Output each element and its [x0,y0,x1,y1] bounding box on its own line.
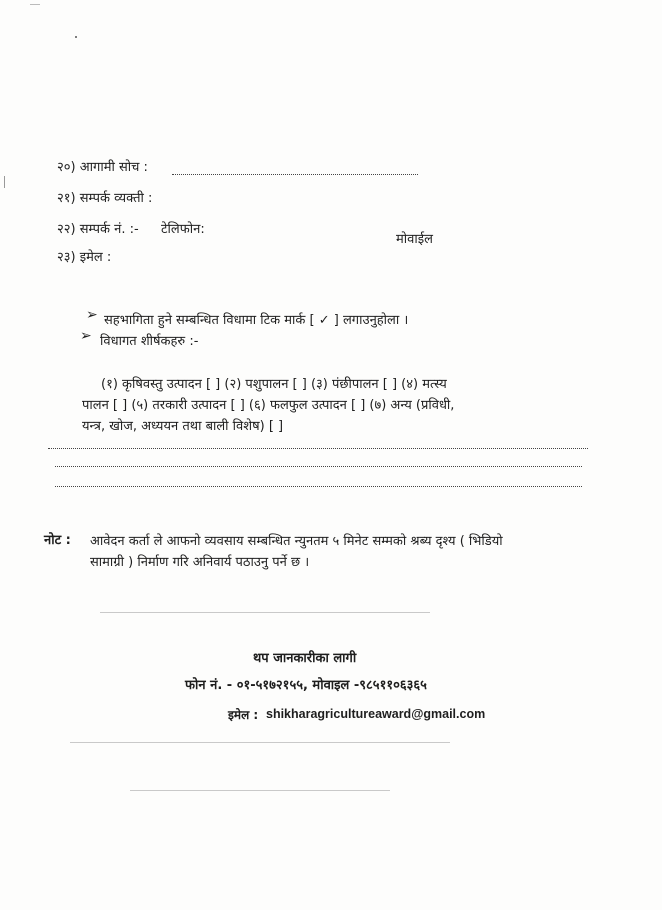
note-line-1: आवेदन कर्ता ले आफनो व्यवसाय सम्बन्धित न्युनतम ५ मिनेट सम्मको श्रब्य दृश्य ( भिडियो [90,534,503,549]
bleed-through-mark [100,612,430,613]
tick-instruction: सहभागिता हुने सम्बन्धित विधामा टिक मार्क [ ✓ ] लगाउनुहोला । [104,313,409,328]
field-23-label: २३) इमेल : [57,250,112,265]
category-line-3: यन्त्र, खोज, अध्ययन तथा बाली विशेष) [ ] [82,419,284,434]
scan-speck [4,176,5,188]
category-line-2: पालन [ ] (५) तरकारी उत्पादन [ ] (६) फलफुल उत्पादन [ ] (७) अन्य (प्रविधी, [82,398,455,413]
field-22-label: २२) सम्पर्क नं. :- [57,222,139,237]
fill-in-line [55,466,582,467]
email-label: इमेल : [228,708,259,722]
bleed-through-mark [70,742,450,743]
email-address[interactable]: shikharagricultureaward@gmail.com [266,707,486,721]
field-20-label: २०) आगामी सोच : [57,160,148,175]
fill-in-line [48,448,588,449]
note-label: नोट : [44,533,71,548]
category-line-1: (१) कृषिवस्तु उत्पादन [ ] (२) पशुपालन [ ] (३) पंछीपालन [ ] (४) मत्स्य [101,377,447,392]
arrow-bullet-icon: ➢ [80,328,92,344]
contact-heading: थप जानकारीका लागी [253,651,357,666]
field-21-label: २१) सम्पर्क व्यक्ती : [57,191,153,206]
contact-phones: फोन नं. - ०१-५१७२१५५, मोवाइल -९८५११०६३६५ [185,678,427,693]
arrow-bullet-icon: ➢ [86,307,98,323]
scan-speck [75,36,77,38]
field-20-dotted-line [172,174,418,175]
scan-speck [30,4,40,5]
categories-heading: विधागत शीर्षकहरु :- [100,334,199,349]
fill-in-line [55,486,582,487]
field-22-mobile-label: मोवाईल [396,232,433,247]
bleed-through-mark [130,790,390,791]
field-22-phone-label: टेलिफोन: [161,222,205,237]
note-line-2: सामाग्री ) निर्माण गरि अनिवार्य पठाउनु पर्ने छ । [90,555,310,570]
